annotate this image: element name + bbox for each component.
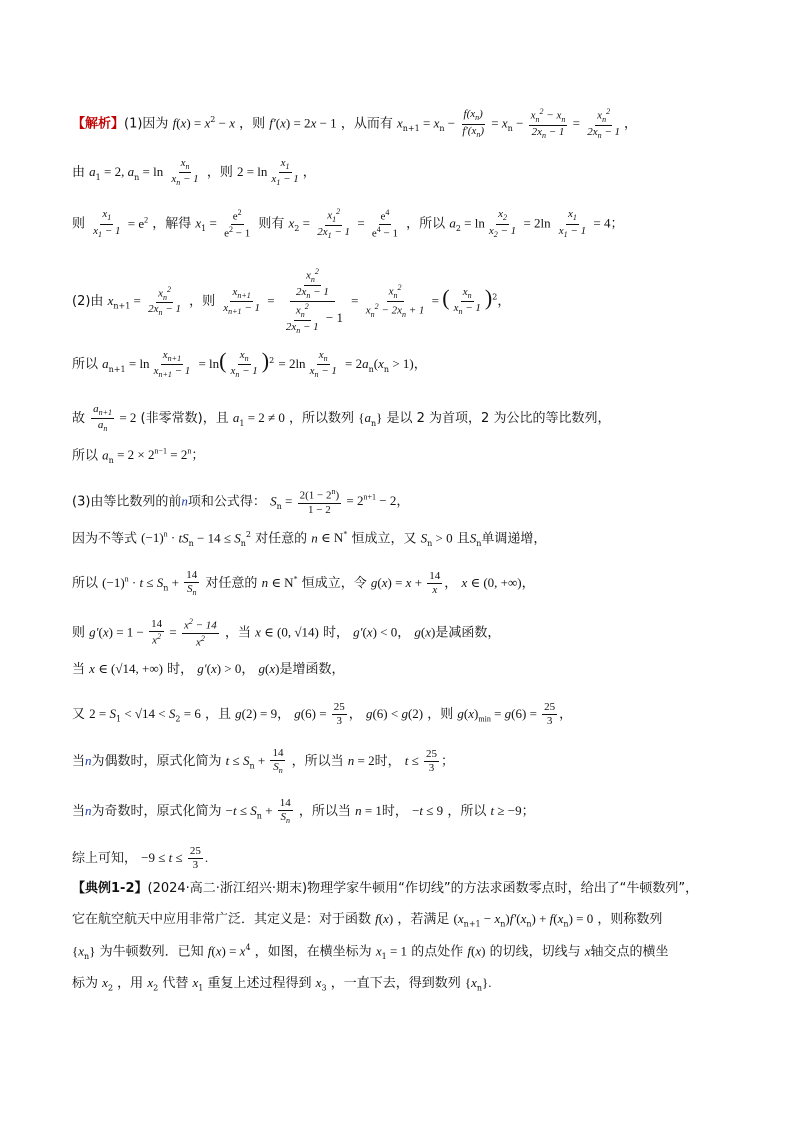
solution-line-15: 当n为奇数时，原式化简为 $-t \le S_n$ + $\frac{14}{S_n}$ ，所以当 n = 1时， −t ≤ 9 ，所以 t ≥ −9； xyxy=(72,797,535,826)
solution-line-14: 当n为偶数时，原式化简为 $t \le S_n$ + $\frac{14}{S_n}$ ，所以当 n = 2时， t ≤ $\frac{25}{3}$ ； xyxy=(72,747,455,776)
solution-line-1: 【解析】(1)因为 $f(x) = x^2 - x$ ，则 f′(x) = 2x − 1 ，从而有 $x_{n+1} = x_n$ − $\frac{f(x_n)}{f'(x_n)}$ = $x_n$ − $\frac{x_n^2 - x_n}{2x_n - 1}$ = $\frac{x_n^2}{2x_n - 1}$ ， xyxy=(72,107,638,141)
solution-line-12: 当 x ∈ (√14, +∞) 时， g′(x) > 0， g(x)是增函数， xyxy=(72,661,345,677)
solution-line-10: 所以 $(-1)^n \cdot t \le S_n$ + $\frac{14}{S_n}$ 对任意的 n ∈ N* 恒成立，令 g(x) = x + $\frac{14}{x}$ ， x ∈ (0, +∞)， xyxy=(72,569,535,598)
solution-line-13: 又 $2 = S_1 < √14 < S_2 = 6$ ，且 g(2) = 9， g(6) = $\frac{25}{3}$ ， g(6) < g(2) ，则 $g(x)_{min} = g(6)$ = $\frac{25}{3}$ ， xyxy=(72,701,573,727)
example-line-2: 它在航空航天中应用非常广泛．其定义是：对于函数 f(x) ，若满足 $(x_{n+1} - x_n)f'(x_n) + f(x_n) = 0$ ，则称数列 xyxy=(72,911,663,929)
example-line-3: $\{x_n\}$ 为牛顿数列．已知 $f(x) = x^4$ ，如图，在横坐标为 $x_1 = 1$ 的点处作 f(x) 的切线，切线与 x轴交点的横坐 xyxy=(72,943,669,961)
solution-line-2: 由 $a_1 = 2$, $a_n = \ln$ $\frac{x_n}{x_n - 1}$ ，则 2 = ln $\frac{x_1}{x_1 - 1}$ ， xyxy=(72,157,316,188)
solution-line-9: 因为不等式 $(-1)^n \cdot tS_n - 14 \le S_n^2$ 对任意的 n ∈ N* 恒成立，又 $S_n > 0$ 且$S_n$单调递增， xyxy=(72,530,547,548)
example-tag: 【典例1-2】 xyxy=(72,881,148,896)
example-source: (2024·高二·浙江绍兴·期末) xyxy=(147,881,308,896)
solution-line-11: 则 g′(x) = 1 − $\frac{14}{x^2}$ = $\frac{x^2 - 14}{x^2}$ ，当 x ∈ (0, √14) 时， g′(x) < 0， g(x)是减函数， xyxy=(72,617,501,649)
solution-line-16: 综上可知， −9 ≤ t ≤ $\frac{25}{3}$ . xyxy=(72,845,209,871)
example-line-1: 【典例1-2】(2024·高二·浙江绍兴·期末)物理学家牛顿用“作切线”的方法求函数零点时，给出了“牛顿数列”， xyxy=(72,881,699,896)
solution-tag: 【解析】 xyxy=(72,116,125,132)
solution-line-4: (2)由 $x_{n+1}$ = $\frac{x_n^2}{2x_n - 1}$ ，则 $\frac{x_{n+1}}{x_{n+1} - 1}$ = $\frac{x_n^2}{2x_n - 1}$ $\frac{x_n^2}{2x_n - 1}$ − 1 = $\frac{x_n^2}{x_n^2 - 2x_n + 1}$ = ( $\frac{x_n}{x_n - 1}$ )$^2$， xyxy=(72,267,511,336)
solution-line-7: 所以 $a_n = 2 \times 2^{n-1} = 2^n$； xyxy=(72,447,205,465)
example-line-4: 标为 $x_2$ ，用 $x_2$ 代替 $x_1$ 重复上述过程得到 $x_3$ ，一直下去，得到数列 $\{x_n\}$. xyxy=(72,975,492,993)
solution-line-8: (3)由等比数列的前n项和公式得： $S_n$ = $\frac{2(1 - 2^n)}{1 - 2}$ = $2^{n+1} - 2$， xyxy=(72,487,410,516)
solution-line-6: 故 $\frac{a_{n+1}}{a_n}$ = 2 (非零常数)，且 $a_1 = 2 \ne 0$ ，所以数列 $\{a_n\}$ 是以 2 为首项，2 为公比的等比数列， xyxy=(72,403,611,434)
solution-line-3: 则 $\frac{x_1}{x_1 - 1}$ = $e^2$ ，解得 $x_1$ = $\frac{e^2}{e^2 - 1}$ 则有 $x_2$ = $\frac{x_1^2}{2x_1 - 1}$ = $\frac{e^4}{e^4 - 1}$ ，所以 $a_2 = \ln$ $\frac{x_2}{x_2 - 1}$ = 2ln $\frac{x_1}{x_1 - 1}$ = 4； xyxy=(72,207,624,241)
solution-line-5: 所以 $a_{n+1} = \ln$ $\frac{x_{n+1}}{x_{n+1} - 1}$ = ln( $\frac{x_n}{x_n - 1}$ )$^2$ = 2ln $\frac{x_n}{x_n - 1}$ = $2a_n(x_n > 1)$， xyxy=(72,348,427,380)
